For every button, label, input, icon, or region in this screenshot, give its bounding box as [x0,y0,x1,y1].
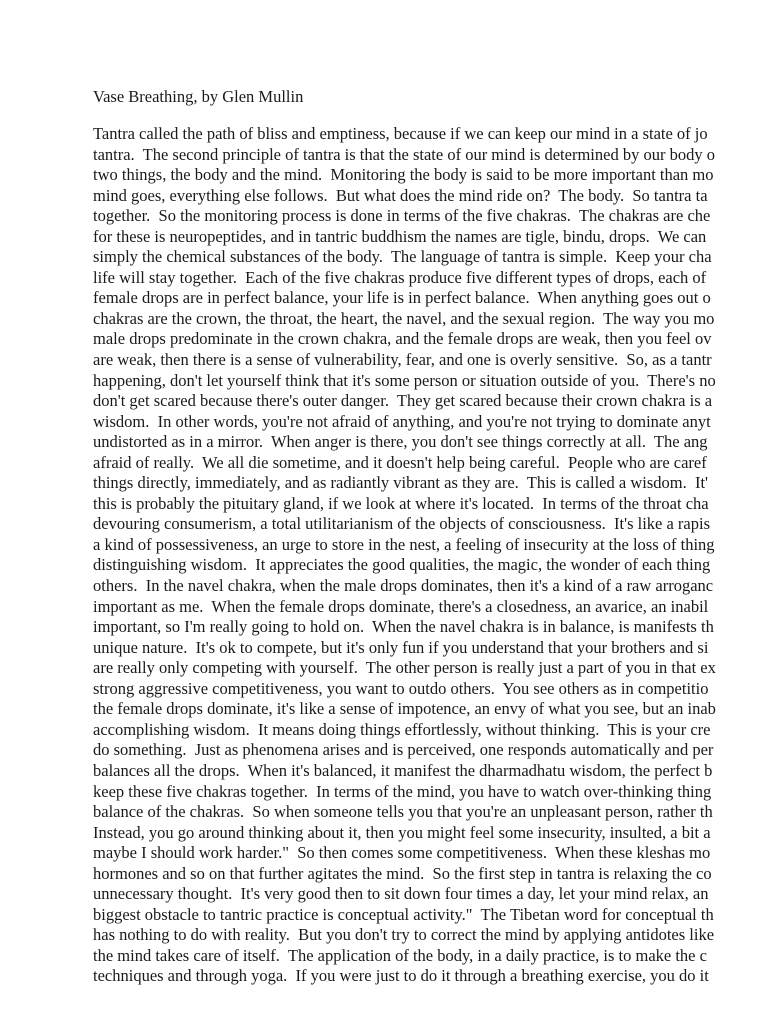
text-line: simply the chemical substances of the body. The language of tantra is simple. Keep your cha [93,247,712,267]
text-line: wisdom. In other words, you're not afraid of anything, and you're not trying to dominate anyt [93,411,711,431]
document-title: Vase Breathing, by Glen Mullin [93,87,304,106]
text-line: accomplishing wisdom. It means doing things effortlessly, without thinking. This is your cre [93,719,711,739]
text-line: male drops predominate in the crown chakra, and the female drops are weak, then you feel ov [93,329,712,349]
text-line: Instead, you go around thinking about it, then you might feel some insecurity, insulted, a bit a [93,822,711,842]
text-line: for these is neuropeptides, and in tantric buddhism the names are tigle, bindu, drops. We can [93,226,707,246]
text-line: keep these five chakras together. In terms of the mind, you have to watch over-thinking thing [93,781,712,801]
document-body [93,124,768,987]
text-line: unnecessary thought. It's very good then to sit down four times a day, let your mind relax, an [93,884,709,904]
text-line: are really only competing with yourself. The other person is really just a part of you in that ex [93,658,716,678]
text-line: balances all the drops. When it's balanced, it manifest the dharmadhatu wisdom, the perfect b [93,760,713,780]
text-line: life will stay together. Each of the five chakras produce five different types of drops, each of [93,267,707,287]
text-line: important, so I'm really going to hold on. When the navel chakra is in balance, is manifests th [93,617,714,637]
text-line: Tantra called the path of bliss and emptiness, because if we can keep our mind in a state of jo [93,124,708,143]
text-line: hormones and so on that further agitates the mind. So the first step in tantra is relaxing the co [93,863,712,883]
text-line: do something. Just as phenomena arises and is perceived, one responds automatically and per [93,740,714,760]
text-line: mind goes, everything else follows. But what does the mind ride on? The body. So tantra ta [93,185,708,205]
text-line: happening, don't let yourself think that it's some person or situation outside of you. There's no [93,370,716,390]
text-line: balance of the chakras. So when someone tells you that you're an unpleasant person, rather th [93,802,713,822]
text-line: biggest obstacle to tantric practice is conceptual activity." The Tibetan word for conceptual th [93,904,714,924]
text-line: has nothing to do with reality. But you don't try to correct the mind by applying antidotes like [93,925,715,945]
text-line: female drops are in perfect balance, your life is in perfect balance. When anything goes out o [93,288,711,308]
text-line: don't get scared because there's outer danger. They get scared because their crown chakra is a [93,391,713,411]
text-line: a kind of possessiveness, an urge to store in the nest, a feeling of insecurity at the loss of thing [93,534,715,554]
text-line: unique nature. It's ok to compete, but it's only fun if you understand that your brothers and si [93,637,709,657]
text-line: together. So the monitoring process is done in terms of the five chakras. The chakras are che [93,206,711,226]
text-line: tantra. The second principle of tantra is that the state of our mind is determined by our body o [93,144,715,164]
text-line: afraid of really. We all die sometime, and it doesn't help being careful. People who are caref [93,452,707,472]
text-line: this is probably the pituitary gland, if we look at where it's located. In terms of the throat cha [93,493,709,513]
text-line: undistorted as in a mirror. When anger is there, you don't see things correctly at all. The ang [93,432,708,452]
text-line: maybe I should work harder." So then comes some competitiveness. When these kleshas mo [93,843,711,863]
text-line: distinguishing wisdom. It appreciates the good qualities, the magic, the wonder of each thing [93,555,711,575]
text-line: the mind takes care of itself. The application of the body, in a daily practice, is to make the c [93,945,707,965]
text-line: things directly, immediately, and as radiantly vibrant as they are. This is called a wisdom. It' [93,473,708,493]
text-line: strong aggressive competitiveness, you want to outdo others. You see others as in competitio [93,678,709,698]
text-line: devouring consumerism, a total utilitarianism of the objects of consciousness. It's like a rapis [93,514,711,534]
text-line: important as me. When the female drops dominate, there's a closedness, an avarice, an inabil [93,596,709,616]
text-line: others. In the navel chakra, when the male drops dominates, then it's a kind of a raw arroganc [93,576,714,596]
text-line: are weak, then there is a sense of vulnerability, fear, and one is overly sensitive. So, as a tantr [93,350,712,370]
text-line: two things, the body and the mind. Monitoring the body is said to be more important than mo [93,165,714,185]
text-line: the female drops dominate, it's like a sense of impotence, an envy of what you see, but an inab [93,699,716,719]
text-line: techniques and through yoga. If you were just to do it through a breathing exercise, you do it [93,966,709,986]
text-line: chakras are the crown, the throat, the heart, the navel, and the sexual region. The way you mo [93,308,715,328]
